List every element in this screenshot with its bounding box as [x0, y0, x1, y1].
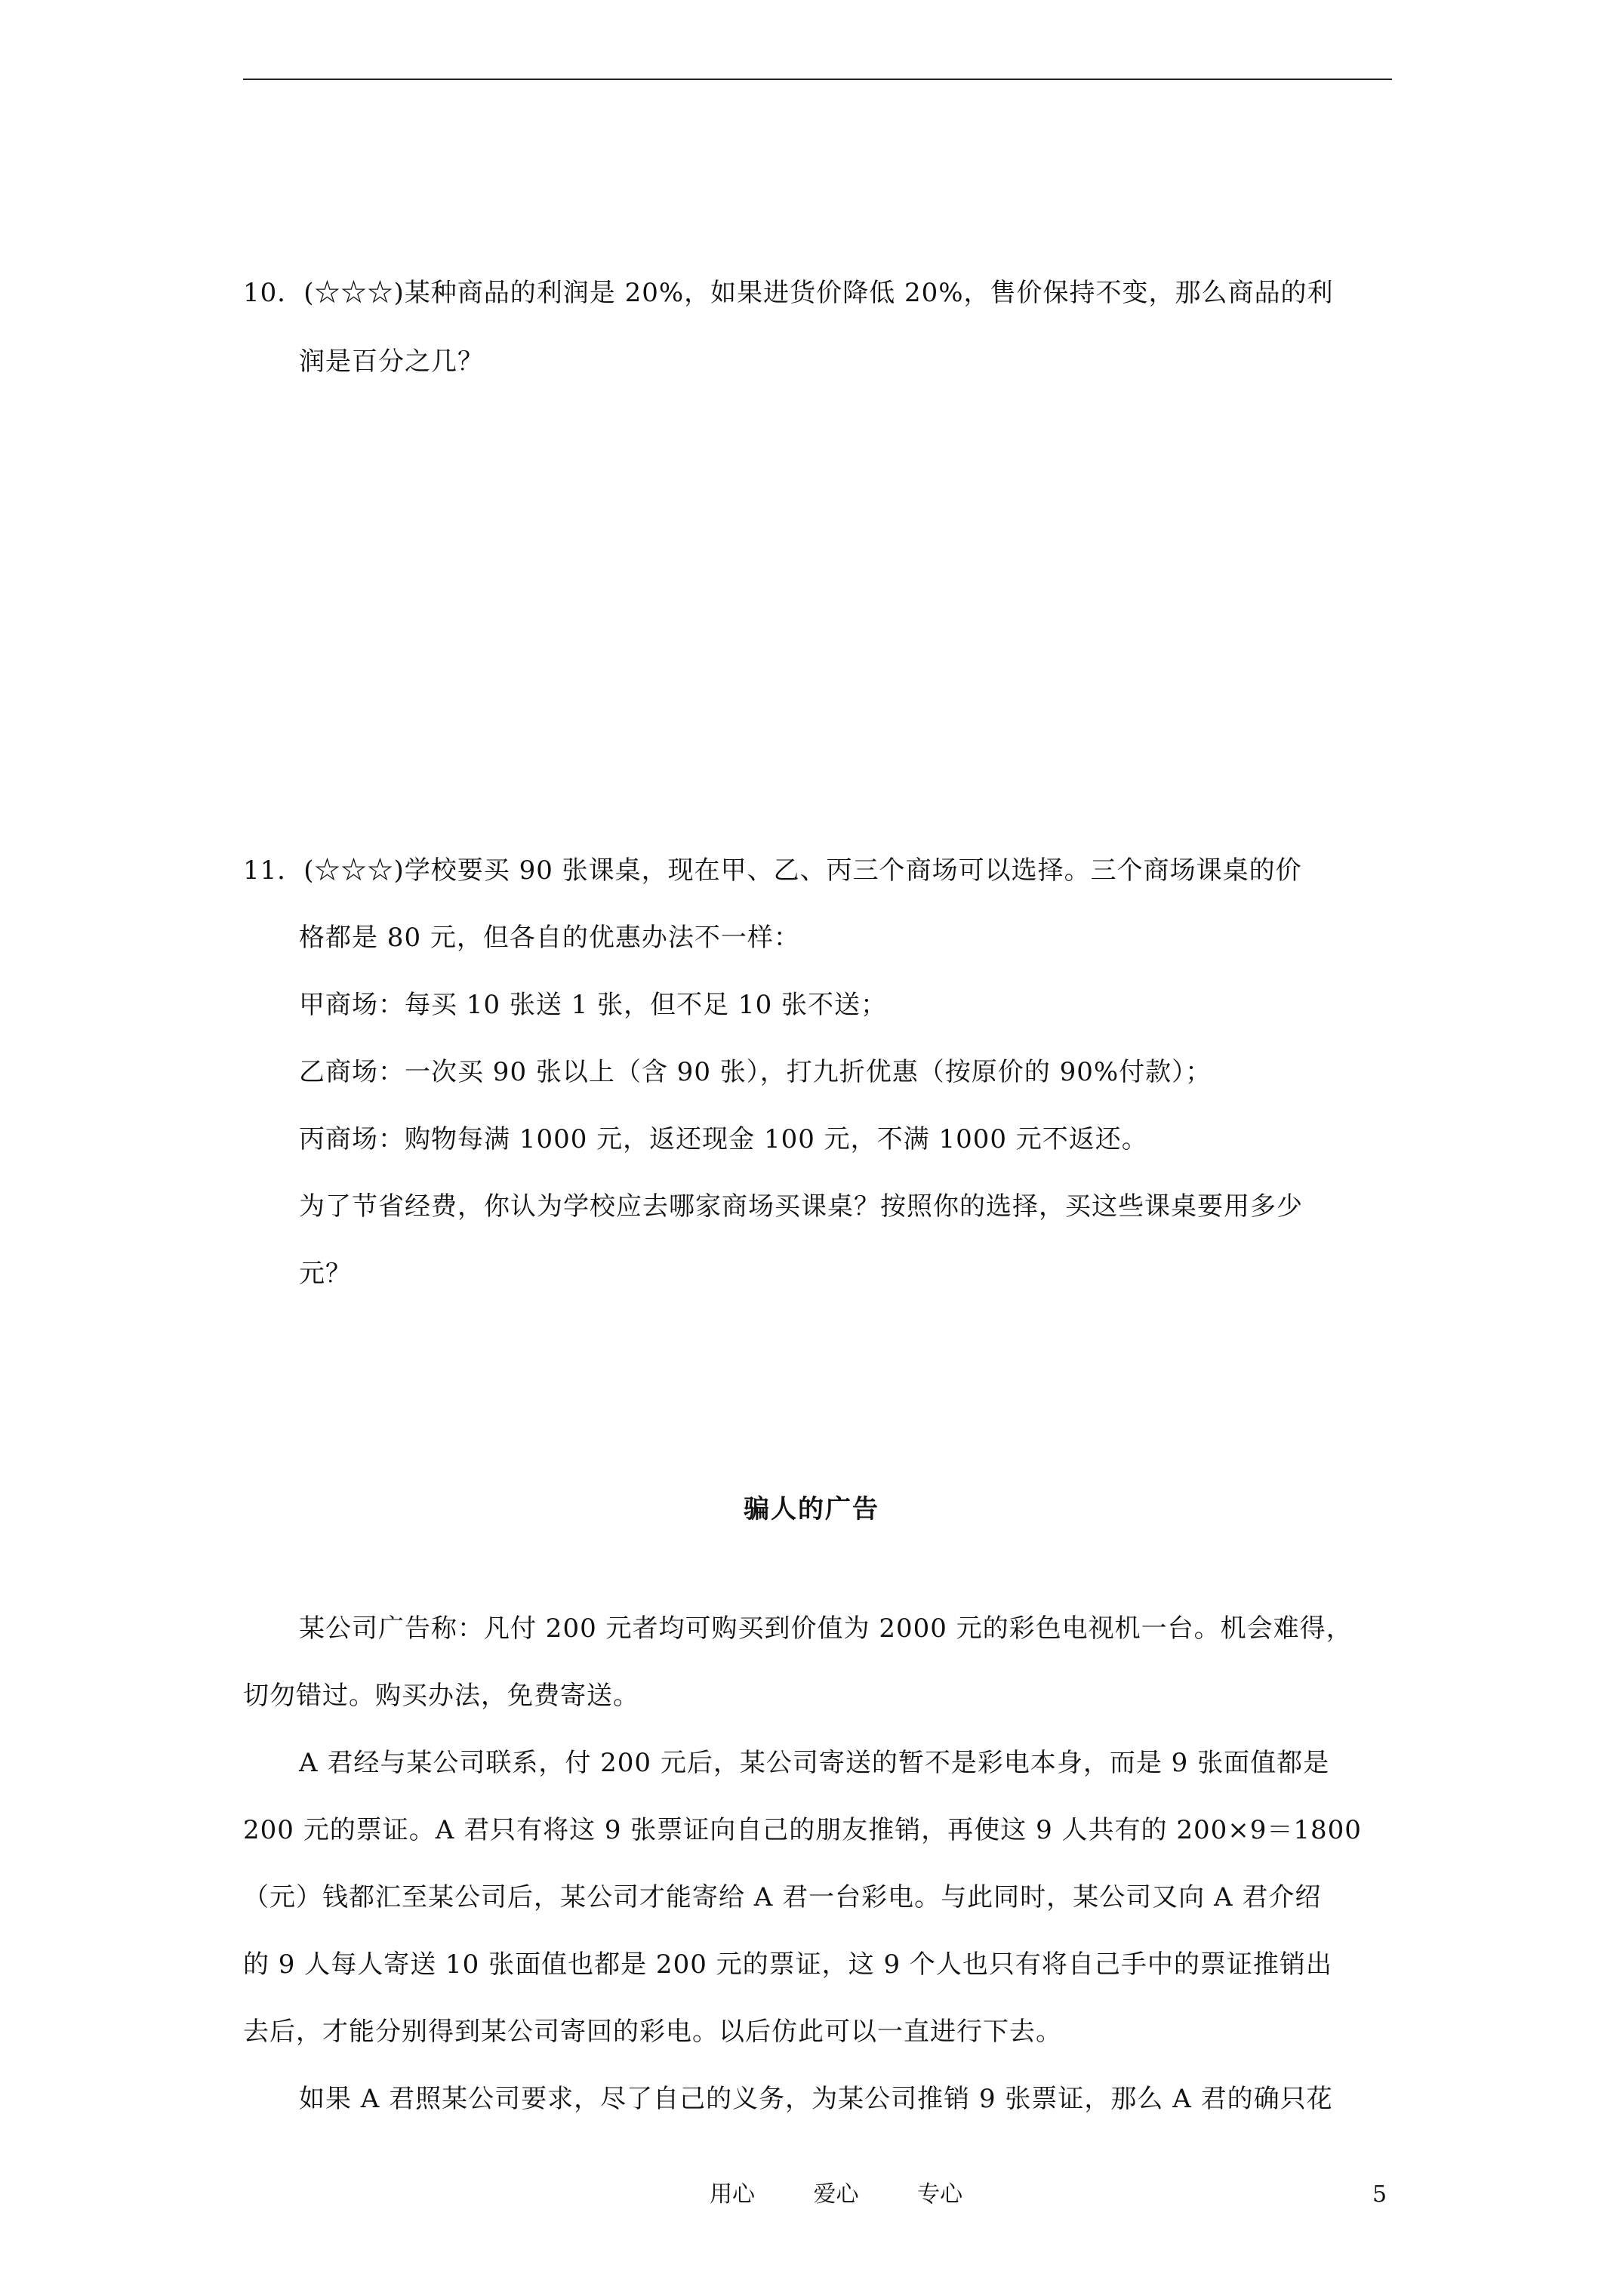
section-para-3-line-1: 如果 A 君照某公司要求，尽了自己的义务，为某公司推销 9 张票证，那么 A 君的确只花	[299, 2084, 1333, 2114]
section-title: 骗人的广告	[744, 1494, 879, 1524]
section-para-2-line-3: （元）钱都汇至某公司后，某公司才能寄给 A 君一台彩电。与此同时，某公司又向 A 君介绍	[243, 1882, 1322, 1912]
question-10-line-1: 10．(☆☆☆)某种商品的利润是 20%，如果进货价降低 20%，售价保持不变，那么商品的利	[243, 278, 1334, 308]
section-para-1-line-1: 某公司广告称：凡付 200 元者均可购买到价值为 2000 元的彩色电视机一台。机会难得，	[299, 1613, 1353, 1644]
question-11-question-line-1: 为了节省经费，你认为学校应去哪家商场买课桌？按照你的选择，买这些课桌要用多少	[299, 1191, 1303, 1222]
question-10-line-2: 润是百分之几？	[299, 347, 484, 377]
footer-motto-word: 爱心	[813, 2181, 859, 2208]
section-para-2-line-2: 200 元的票证。A 君只有将这 9 张票证向自己的朋友推销，再使这 9 人共有的 200×9＝1800	[243, 1815, 1362, 1845]
section-para-2-line-1: A 君经与某公司联系，付 200 元后，某公司寄送的暂不是彩电本身，而是 9 张面值都是	[299, 1748, 1330, 1778]
section-para-1-line-2: 切勿错过。购买办法，免费寄送。	[243, 1681, 639, 1711]
footer-motto	[710, 2180, 962, 2210]
header-rule	[243, 79, 1392, 80]
section-para-2-line-5: 去后，才能分别得到某公司寄回的彩电。以后仿此可以一直进行下去。	[243, 2017, 1062, 2047]
section-para-2-line-4: 的 9 人每人寄送 10 张面值也都是 200 元的票证，这 9 个人也只有将自己手中的票证推销出	[243, 1949, 1332, 1980]
footer-motto-word: 专心	[917, 2181, 963, 2208]
question-11-option-bing: 丙商场：购物每满 1000 元，返还现金 100 元，不满 1000 元不返还。	[299, 1124, 1148, 1154]
footer-motto-word: 用心	[710, 2181, 755, 2208]
question-11-option-yi: 乙商场：一次买 90 张以上（含 90 张），打九折优惠（按原价的 90%付款）；	[299, 1057, 1212, 1087]
question-11-option-jia: 甲商场：每买 10 张送 1 张，但不足 10 张不送；	[299, 990, 888, 1020]
page-number: 5	[1372, 2181, 1387, 2208]
question-11-line-1: 11．(☆☆☆)学校要买 90 张课桌，现在甲、乙、丙三个商场可以选择。三个商场课桌的价	[243, 855, 1302, 886]
question-11-question-line-2: 元？	[299, 1259, 352, 1289]
question-11-line-2: 格都是 80 元，但各自的优惠办法不一样：	[299, 923, 800, 953]
